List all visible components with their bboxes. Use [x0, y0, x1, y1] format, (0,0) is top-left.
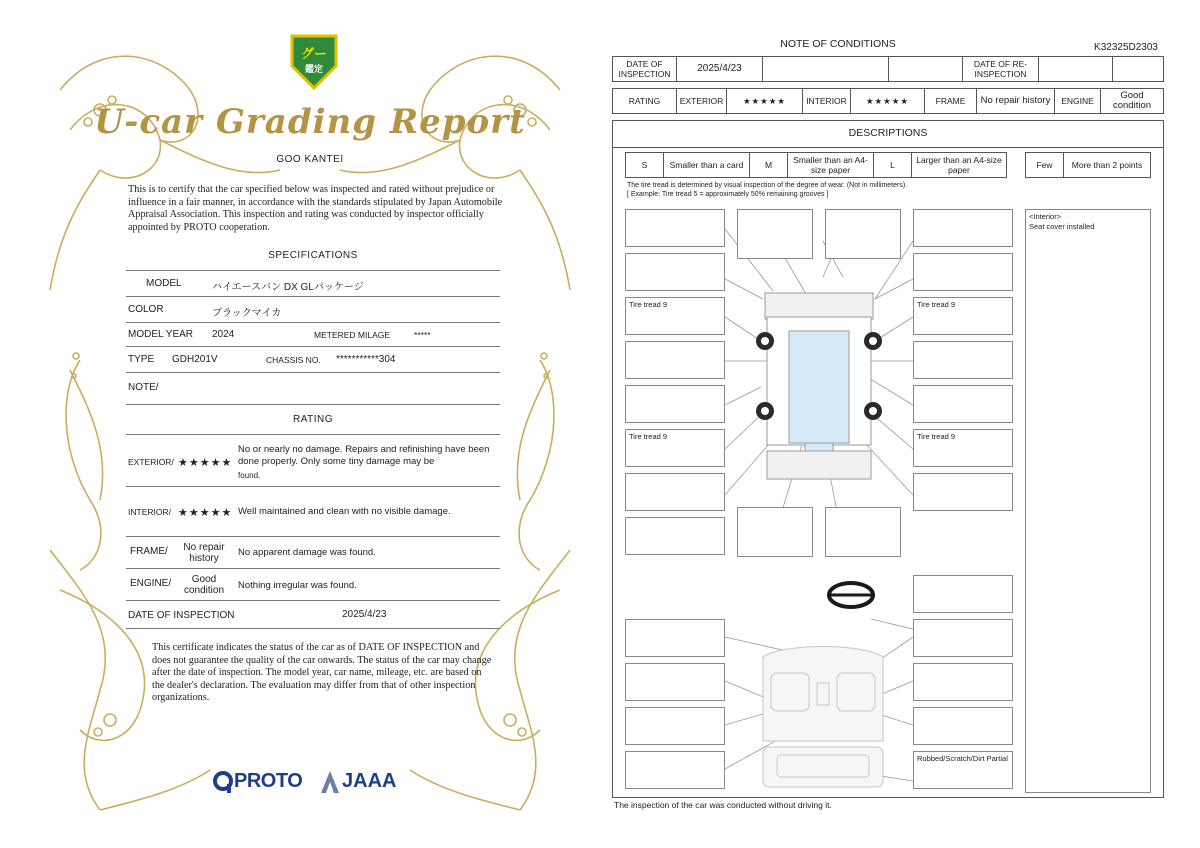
divider — [126, 404, 500, 405]
damage-box — [913, 663, 1013, 701]
model-year-value: 2024 — [212, 329, 235, 340]
date-of-inspection-value: 2025/4/23 — [342, 609, 387, 620]
exterior-stars: ★★★★★ — [727, 89, 803, 113]
interior-stars: ★★★★★ — [851, 89, 925, 113]
model-year-label: MODEL YEAR — [128, 329, 194, 340]
inspection-footnote: The inspection of the car was conducted without driving it. — [614, 800, 832, 810]
damage-box — [625, 253, 725, 291]
engine-description: Nothing irregular was found. — [238, 580, 357, 591]
tire-rear-left-label: Tire tread 9 — [629, 432, 668, 441]
report-title: U-car Grading Report — [94, 102, 526, 142]
exterior-label: EXTERIOR/ — [128, 457, 174, 467]
damage-box — [913, 707, 1013, 745]
damage-box — [913, 473, 1013, 511]
divider — [126, 486, 500, 487]
engine-label: ENGINE/ — [130, 578, 172, 589]
divider — [126, 270, 500, 271]
date-of-reinspection-value — [1039, 57, 1113, 81]
empty-cell — [889, 57, 963, 81]
exterior-stars: ★★★★★ — [178, 457, 233, 469]
damage-box — [913, 297, 1013, 335]
damage-box — [913, 751, 1013, 789]
engine-value: Good condition — [1112, 90, 1152, 111]
metered-mileage-value: ***** — [414, 330, 431, 340]
type-value: GDH201V — [172, 354, 218, 365]
badge-text-top: グー — [300, 47, 328, 62]
note-label: NOTE/ — [128, 382, 159, 393]
damage-box — [825, 507, 901, 557]
rating-heading: RATING — [292, 414, 334, 425]
date-of-inspection-label: DATE OF INSPECTION — [613, 57, 677, 81]
tread-note-line-1: The tire tread is determined by visual inspection of the degree of wear. (Not in millimeters). — [627, 182, 908, 189]
legend-few-desc: More than 2 points — [1071, 160, 1143, 170]
damage-box — [913, 209, 1013, 247]
exterior-label: EXTERIOR — [677, 89, 727, 113]
damage-box — [913, 619, 1013, 657]
damage-box — [913, 429, 1013, 467]
damage-box — [913, 575, 1013, 613]
color-value: ブラックマイカ — [212, 308, 282, 319]
interior-notes-box — [1025, 209, 1151, 793]
empty-cell — [1113, 57, 1163, 81]
interior-notes-text: Seat cover installed — [1029, 222, 1095, 231]
rating-label: RATING — [613, 89, 677, 113]
empty-cell — [763, 57, 889, 81]
damage-box — [625, 707, 725, 745]
damage-box — [737, 507, 813, 557]
engine-value: Good condition — [183, 574, 225, 596]
quantity-legend — [1025, 152, 1151, 178]
report-code: K32325D2303 — [1094, 42, 1158, 53]
frame-description: No apparent damage was found. — [238, 547, 376, 558]
tire-front-right-label: Tire tread 9 — [917, 300, 956, 309]
frame-value: No repair history — [183, 542, 225, 564]
certification-statement: This is to certify that the car specified below was inspected and rated without prejudice or influence in a fair manner, in accordance with the standards stipulated by Japan Automobile Appraisal Association. This inspection and rating was conducted by inspector officially appointed by PROTO cooperation. — [128, 184, 503, 233]
date-of-inspection-label: DATE OF INSPECTION — [128, 610, 235, 621]
damage-box — [825, 209, 901, 259]
interior-label: INTERIOR/ — [128, 507, 171, 517]
legend-l: L — [874, 153, 912, 177]
damage-size-legend — [625, 152, 1007, 178]
note-title: NOTE OF CONDITIONS — [780, 38, 896, 50]
legend-l-desc: Larger than an A4-size paper — [916, 155, 1002, 175]
damage-box — [913, 253, 1013, 291]
tread-note-line-2: [ Example: Tire tread 5 = approximately 50% remaining grooves ] — [627, 191, 829, 198]
damage-box — [913, 385, 1013, 423]
legend-s-desc: Smaller than a card — [664, 153, 750, 177]
tread-note — [627, 181, 907, 199]
divider — [613, 147, 1163, 148]
gold-ornament-frame — [40, 30, 580, 830]
exterior-description-cont: found. — [238, 471, 261, 480]
specifications-heading: SPECIFICATIONS — [268, 250, 358, 261]
divider — [126, 568, 500, 569]
proto-logo-icon — [212, 770, 234, 794]
proto-logo-text: PROTO — [234, 770, 303, 792]
damage-box — [625, 341, 725, 379]
certificate-disclaimer: This certificate indicates the status of the car as of DATE OF INSPECTION and does not guarantee the quality of the car onwards. The status of the car may change after the date of inspection. The model year, car name, mileage, etc. are based on the dealer's declaration. The evaluation may differ from that of other inspection organizations. — [152, 642, 492, 703]
color-label: COLOR — [128, 304, 164, 315]
damage-box — [625, 385, 725, 423]
damage-box — [625, 619, 725, 657]
divider — [126, 628, 500, 629]
tire-rear-right-label: Tire tread 9 — [917, 432, 956, 441]
date-of-inspection-value: 2025/4/23 — [677, 57, 763, 81]
descriptions-heading: DESCRIPTIONS — [848, 127, 928, 139]
damage-box — [625, 517, 725, 555]
type-label: TYPE — [128, 354, 155, 365]
damage-box — [737, 209, 813, 259]
frame-value: No repair history — [977, 89, 1055, 113]
legend-m: M — [750, 153, 788, 177]
damage-box — [625, 297, 725, 335]
frame-label: FRAME/ — [130, 546, 168, 557]
divider — [126, 536, 500, 537]
metered-mileage-label: METERED MILAGE — [314, 330, 391, 340]
badge-text-bottom: 鑑定 — [304, 65, 324, 75]
model-value: ハイエースバン DX GLパッケージ — [212, 282, 364, 293]
inspection-dates-table — [612, 56, 1164, 82]
descriptions-panel — [612, 120, 1164, 798]
divider — [126, 600, 500, 601]
divider — [126, 346, 500, 347]
chassis-label: CHASSIS NO. — [266, 355, 321, 365]
note-of-conditions — [612, 34, 1164, 814]
steering-wheel-icon — [829, 583, 873, 607]
divider — [126, 296, 500, 297]
frame-label: FRAME — [925, 89, 977, 113]
damage-box — [625, 751, 725, 789]
damage-box — [913, 341, 1013, 379]
jaaa-logo-icon — [320, 770, 340, 794]
jaaa-logo-text: JAAA — [342, 770, 397, 792]
divider — [126, 434, 500, 435]
report-subtitle: GOO KANTEI — [276, 154, 344, 165]
engine-label: ENGINE — [1055, 89, 1101, 113]
interior-description: Well maintained and clean with no visible damage. — [238, 506, 451, 517]
chassis-value: ***********304 — [336, 354, 396, 365]
model-label: MODEL — [146, 278, 182, 289]
interior-stars: ★★★★★ — [178, 507, 233, 519]
tire-front-left-label: Tire tread 9 — [629, 300, 668, 309]
damage-type-label: Rubbed/Scratch/Dirt Partial — [917, 754, 1008, 763]
damage-box — [625, 473, 725, 511]
date-of-reinspection-label: DATE OF RE-INSPECTION — [963, 57, 1039, 81]
damage-box — [625, 429, 725, 467]
legend-few: Few — [1026, 153, 1064, 177]
legend-s: S — [626, 153, 664, 177]
grading-certificate — [40, 30, 580, 830]
damage-box — [625, 209, 725, 247]
interior-notes-heading: <Interior> — [1029, 212, 1062, 221]
damage-box — [625, 663, 725, 701]
divider — [126, 322, 500, 323]
interior-label: INTERIOR — [803, 89, 851, 113]
exterior-description: No or nearly no damage. Repairs and refinishing have been done properly. Only some tiny damage may be — [238, 444, 490, 467]
rating-table — [612, 88, 1164, 114]
legend-m-desc: Smaller than an A4-size paper — [788, 153, 874, 177]
divider — [126, 372, 500, 373]
goo-kantei-badge-icon — [286, 32, 342, 92]
